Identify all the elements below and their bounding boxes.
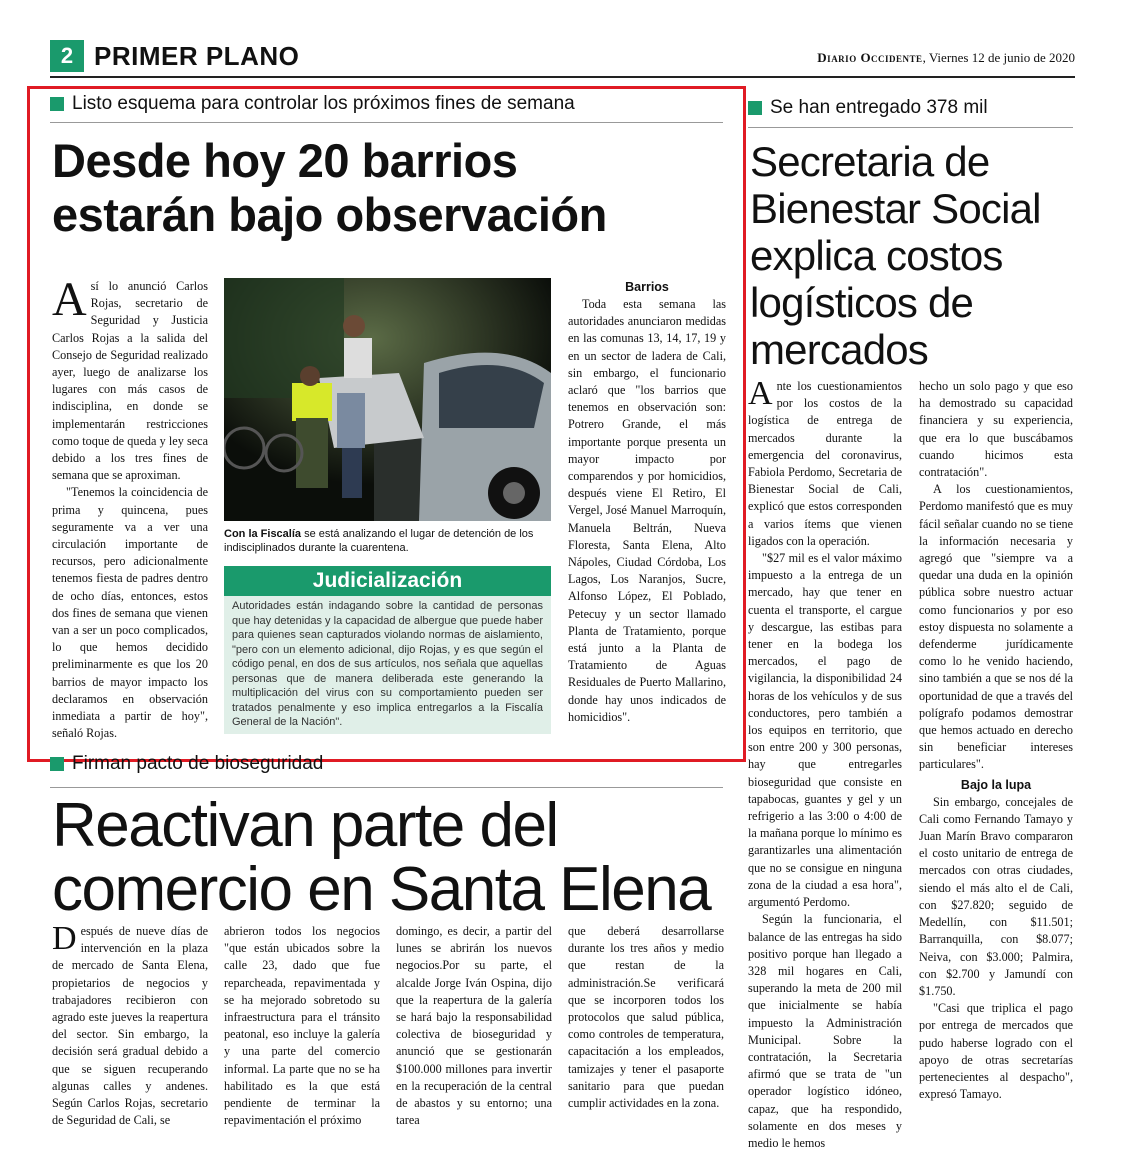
- story2-headline: [52, 791, 732, 924]
- story3-col2-p1: hecho un solo pago y que eso ha demostrado su capacidad financiera y su experiencia, que era lo que buscábamos cuando hicimos esta contratación".: [919, 379, 1073, 480]
- story3-headline: [750, 138, 1080, 373]
- caption-lead: Con la Fiscalía: [224, 528, 302, 540]
- drop-cap: D: [52, 920, 77, 957]
- page-number: 2: [50, 40, 84, 72]
- story1-kicker-text: Listo esquema para controlar los próximos fines de semana: [72, 93, 575, 114]
- story2-col3-text: domingo, es decir, a partir del lunes se abrirán los nuevos negocios.Por su parte, el alcalde Jorge Iván Ospina, dijo que la reapertura de la galería se hará bajo la responsabilidad colectiva de bioseguridad y anunció que se gestionarán $100.000 millones para invertir en la recuperación de la central de abastos y su entorno; una tarea: [396, 924, 552, 1128]
- highlight-box: [27, 86, 746, 762]
- story2-column-4: [568, 923, 724, 1112]
- story2-column-2: [224, 923, 380, 1129]
- story3-headline-line2: Bienestar Social: [750, 185, 1041, 232]
- section-title: PRIMER PLANO: [94, 41, 300, 71]
- story2-col2-text: abrieron todos los negocios "que están ubicados sobre la calle 23, dado que fue reparcheada, repavimentada y se ha mejorado sobretodo su infraestructura para el tránsito peatonal, eso incluye la galería y una parte del comercio informal. La parte que no se ha habilitado es la que está pendiente de terminar la repavimentación el próximo: [224, 924, 380, 1128]
- story2-col4-text: que deberá desarrollarse durante los tres años y medio que restan de la administración.Se verificará que se incorporen todos los protocolos que salud pública, como controles de temperatura, capacitación a los empleados, tamizajes y tener el pasaporte sanitario para que puedan cumplir actividades en la zona.: [568, 924, 724, 1111]
- story3-col1-p1: nte los cuestionamientos por los costos de la logística de entrega de mercados durante la emergencia del coronavirus, Fabiola Perdomo, Secretaria de Bienestar Social de Cali, explicó que estos corresponden a varios ítems que vienen ligados con la operación.: [748, 379, 902, 548]
- masthead: [817, 50, 1075, 66]
- story3-kicker: [748, 97, 988, 119]
- divider: [50, 787, 723, 788]
- divider: [748, 127, 1073, 128]
- story3-col2-p4: "Casi que triplica el pago por entrega de mercados que pudo haberse logrado con el apoyo de otras secretarías pertenecientes al despacho", expresó Tamayo.: [919, 1001, 1073, 1102]
- story3-col2-p2: A los cuestionamientos, Perdomo manifestó que es muy fácil señalar cuando no se tiene la información necesaria y agregó que "siempre va a quedar una duda en la opinión pública sobre nuestro actuar como funcionarios y por eso estoy dispuesta no solamente a defenderme jurídicamente como lo he venido haciendo, sino también a que se nos dé la oportunidad de que a través del polígrafo podamos demostrar que hemos actuado en derecho sin beneficiar intereses particulares".: [919, 482, 1073, 772]
- sidebar-text: Autoridades están indagando sobre la cantidad de personas que hay detenidas y la capacidad de albergue que puede haber para quienes sean capturados violando normas de aislamiento, "pero con un elemento adicional, dijo Rojas, y es que según el código penal, en dos de sus artículos, nos señala que aquellas personas que de manera deliberada este generando la multiplicación del virus con su comportamiento pueden ser tratados penalmente y eso implica entregarlos a la Fiscalía General de la Nación".: [232, 600, 543, 728]
- story1-paragraph-2: "Tenemos la coincidencia de prima y quincena, pues seguramente va a ver una circulación importante de recursos, pero adicionalmente tenemos fiesta de padres dentro de ocho días, entonces, estos dos fines de semana que vienen van a ser un poco complicados, lo que hemos decidido preliminarmente es que los 20 barrios de mayor impacto los declaramos en observación inmediata a partir de hoy", señaló Rojas.: [52, 485, 208, 741]
- green-square-icon: [748, 101, 762, 115]
- story3-column-1: [748, 375, 902, 1152]
- story3-col1-p2: "$27 mil es el valor máximo impuesto a la entrega de un mercado, hay que tener en cuenta el transporte, el cargue y descargue, las estibas para tener en la bodega los mercados, el pago de vigilancia, la disponibilidad 24 horas de los vehículos y de sus conductores, pero también a los equipos en territorio, que son entre 200 y 300 personas, hay que entregarles bioseguridad que consiste en tapabocas, guantes y gel y un refrigerio a las 3:00 o 4:00 de la mañana porque lo mínimo es garantizarles una alimentación que no se consigue en ninguna zona de la ciudad a esa hora", argumentó Perdomo.: [748, 551, 902, 910]
- story2-column-3: [396, 923, 552, 1129]
- story3-kicker-text: Se han entregado 378 mil: [770, 97, 988, 118]
- story1-paragraph-1: sí lo anunció Carlos Rojas, secretario de Seguridad y Justicia Carlos Rojas a la salida del Consejo de Seguridad realizado ayer, luego de analizarse los lugares con más casos de indisciplina, en donde se implementarán restricciones como toque de queda y ley seca debido a los tres fines de semana que se aproximan.: [52, 279, 208, 483]
- story2-col1-text: espués de nueve días de intervención en la plaza de mercado de Santa Elena, propietarios de negocios y trabajadores recibieron con agrado este jueves la reapertura del sector. Sin embargo, la decisión será gradual debido a que se siguen recuperando algunas calles y andenes. Según Carlos Rojas, secretario de Seguridad de Cali, se: [52, 924, 208, 1128]
- drop-cap: A: [52, 273, 87, 326]
- barrios-text: Toda esta semana las autoridades anunciaron medidas en las comunas 13, 14, 17, 19 y en un sector de ladera de Cali, sin embargo, el funcionario aclaró que "los barrios que tenemos en observación son: Potrero Grande, el más importante porque presenta un mayor impacto por comparendos y por homicidios, después viene El Retiro, El Vergel, José Manuel Marroquín, Manuela Beltrán, Nueva Floresta, Santa Elena, Alto Nápoles, Ciudad Córdoba, Los Lagos, Los Naranjos, Sucre, Alfonso López, El Poblado, Petecuy y un sector llamado Planta de Tratamiento, porque está junto a la Planta de Tratamiento de Aguas Residuales de Puerto Mallarino, donde hay unos indicados de homicidios".: [568, 297, 726, 724]
- header-rule: [50, 76, 1075, 78]
- story3-headline-line1: Secretaria de: [750, 138, 990, 185]
- story3-headline-line5: mercados: [750, 326, 929, 373]
- green-square-icon: [50, 757, 64, 771]
- story2-column-1: [52, 920, 208, 1129]
- drop-cap: A: [748, 375, 773, 412]
- story1-headline-line1: Desde hoy 20 barrios: [52, 134, 518, 187]
- paper-name: Diario Occidente: [817, 50, 923, 65]
- story3-column-2: [919, 378, 1073, 1103]
- story2-headline-line2: comercio en Santa Elena: [52, 855, 711, 924]
- story3-col1-p3: Según la funcionaria, el balance de las entregas ha sido positivo porque han llegado a 328 mil hogares en Cali, superando la meta de 200 mil que inicialmente se había impuesto la Administración Municipal. Sobre la contratación, la Secretaria afirmó que se trata de "un operador logístico idóneo, capaz, que ha respondido, solamente en dos meses y medio le hemos: [748, 912, 902, 1150]
- caption-text: se está analizando el lugar de detención de los indisciplinados durante la cuarentena.: [224, 528, 534, 554]
- story3-col2-p3: Sin embargo, concejales de Cali como Fernando Tamayo y Juan Marín Bravo compararon el costo unitario de entrega de mercados con otras ciudades, siendo el más alto el de Cali, con $27.820; seguido de Medellín, con $11.501; Barranquilla, con $8.077; Neiva, con $3.000; Palmira, con $2.700 y Jamundí con $1.750.: [919, 794, 1073, 998]
- issue-date: , Viernes 12 de junio de 2020: [922, 50, 1075, 65]
- story2-kicker-text: Firman pacto de bioseguridad: [72, 753, 324, 774]
- story2-headline-line1: Reactivan parte del: [52, 791, 558, 860]
- story3-headline-line3: explica costos: [750, 232, 1003, 279]
- sidebar-title: Judicialización: [224, 566, 551, 596]
- barrios-subhead: Barrios: [625, 280, 669, 294]
- story2-kicker: [50, 753, 323, 775]
- bajo-la-lupa-subhead: Bajo la lupa: [960, 777, 1032, 792]
- story1-headline-line2: estarán bajo observación: [52, 188, 607, 241]
- story3-headline-line4: logísticos de: [750, 279, 974, 326]
